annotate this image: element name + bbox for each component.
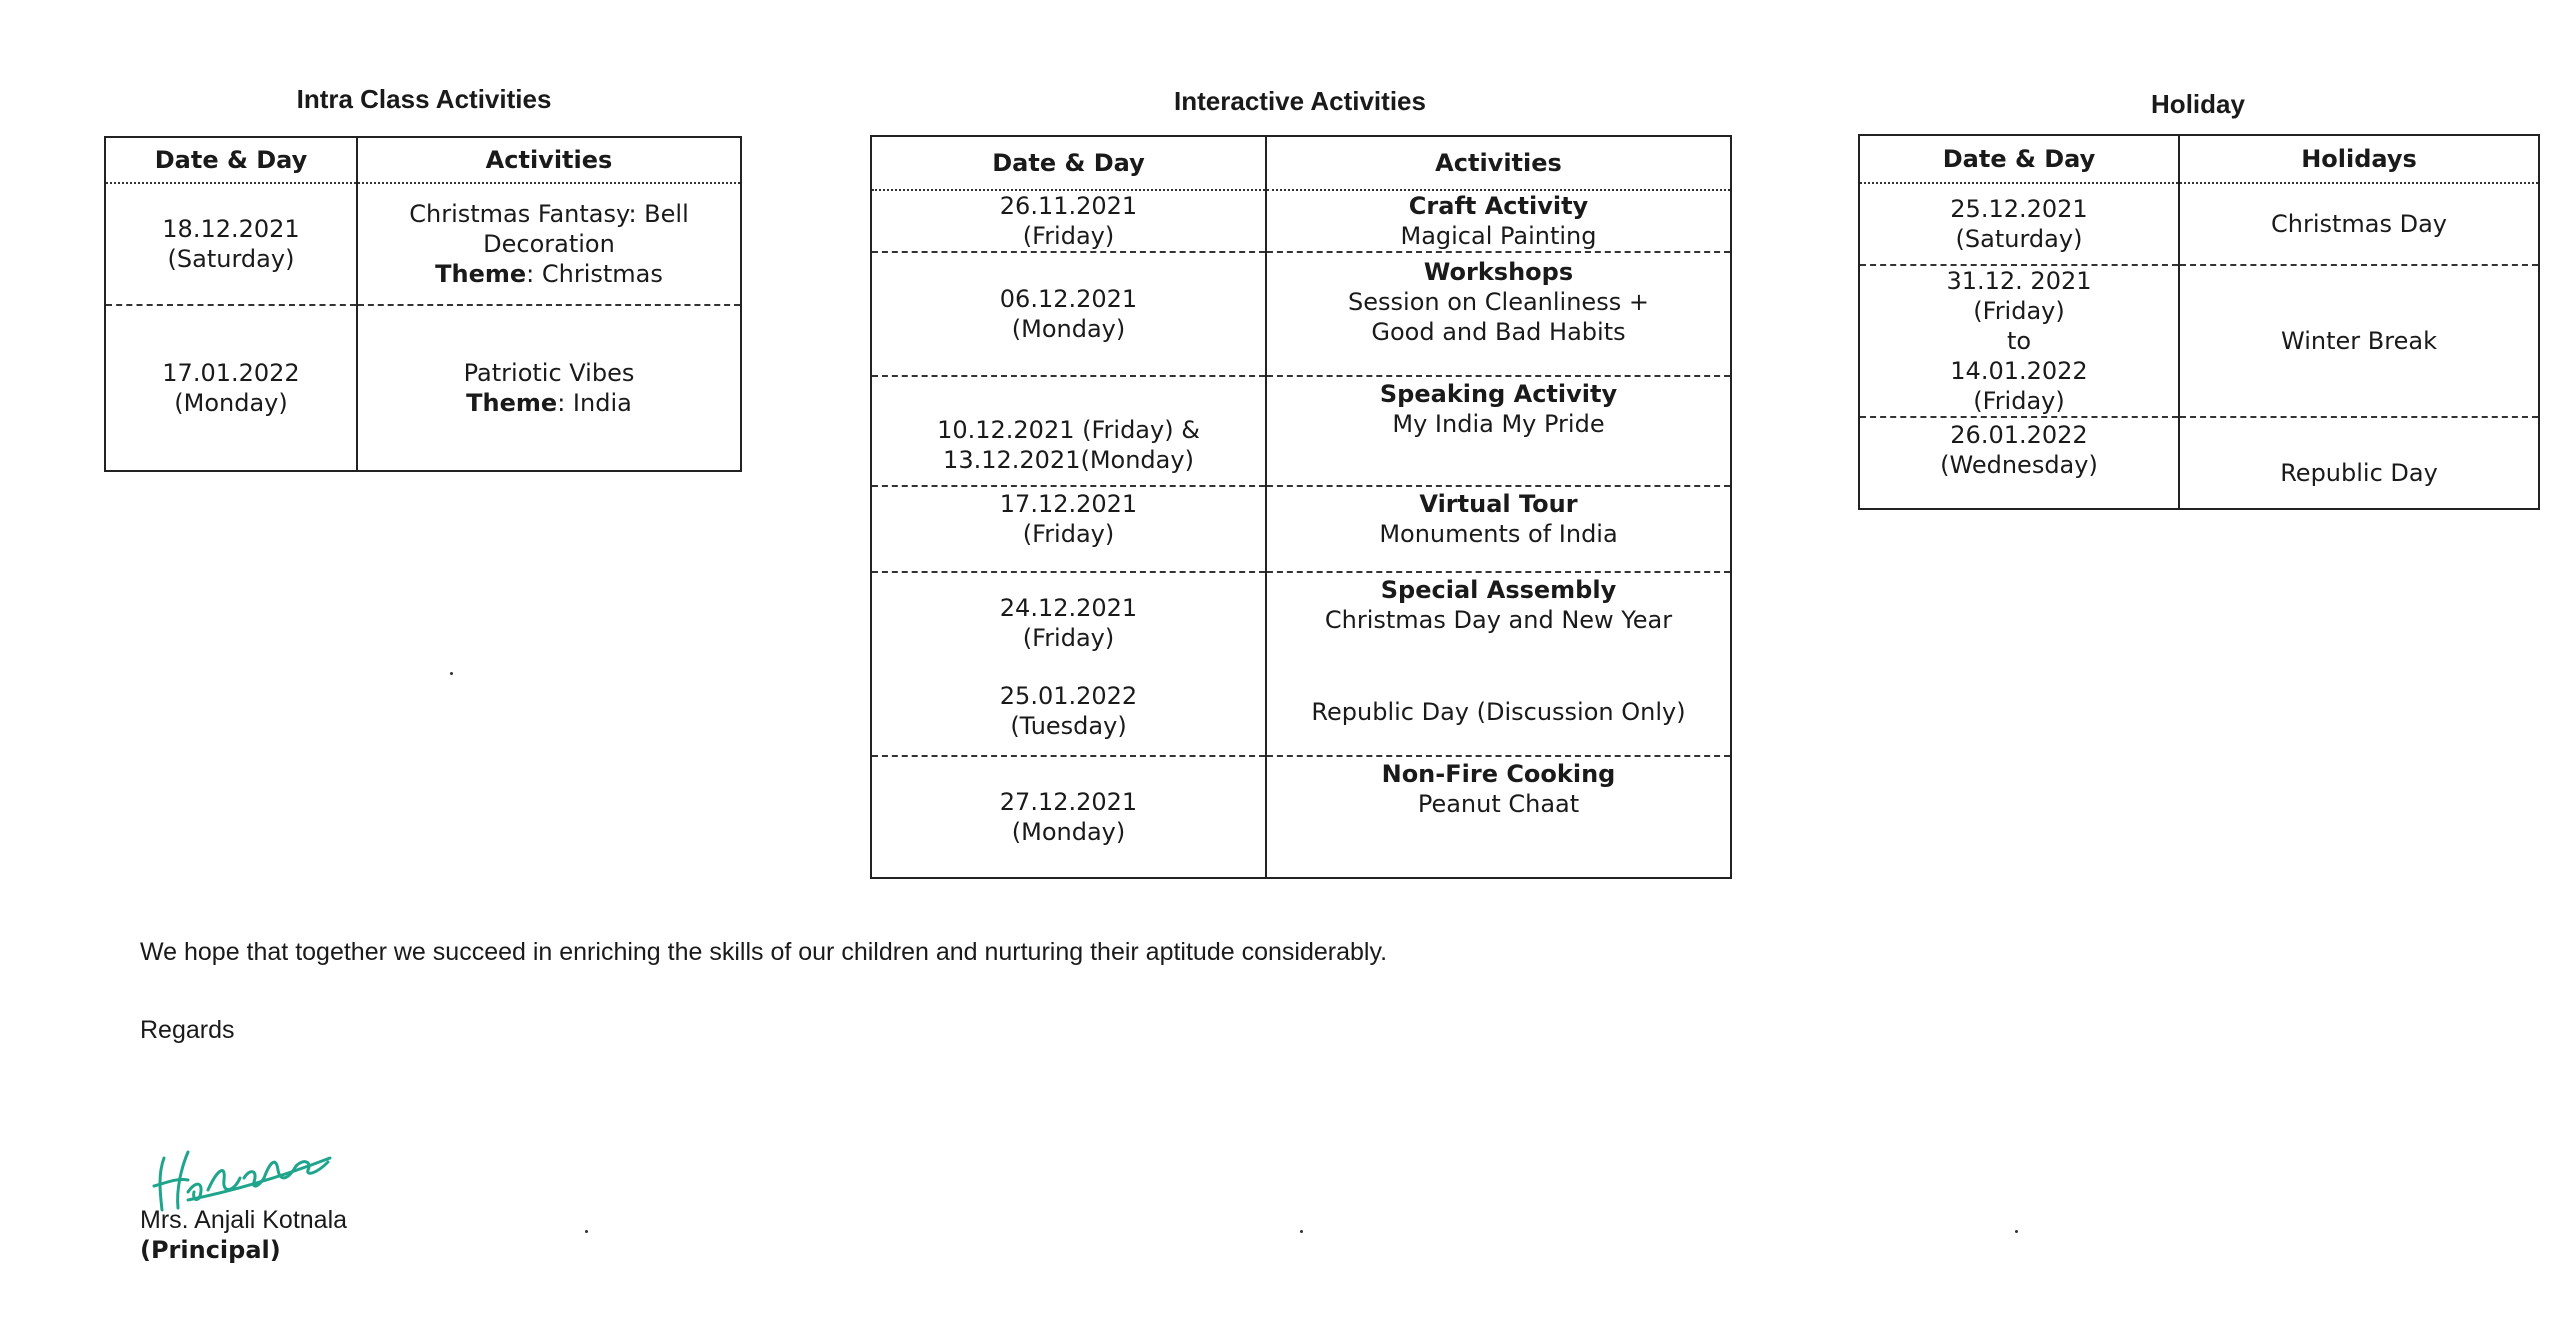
activity-cell: Patriotic Vibes Theme: India [357, 305, 741, 471]
table-row [1859, 183, 2539, 265]
scan-speck [2015, 1230, 2018, 1233]
holiday-title: Holiday [2151, 89, 2245, 119]
interactive-activities-title: Interactive Activities [1174, 86, 1426, 116]
date-cell: 31.12. 2021 (Friday) to 14.01.2022 (Friday) [1859, 265, 2179, 417]
column-header-date: Date & Day [1859, 135, 2179, 183]
scan-speck [450, 672, 453, 675]
date-cell: 25.12.2021 (Saturday) [1859, 183, 2179, 265]
holiday-cell: Republic Day [2179, 417, 2539, 509]
activity-cell: Special Assembly Christmas Day and New Year Republic Day (Discussion Only) [1266, 572, 1731, 756]
table-row [871, 190, 1731, 252]
activity-cell: Christmas Fantasy: Bell Decoration Theme: Christmas [357, 183, 741, 305]
column-header-holidays: Holidays [2179, 135, 2539, 183]
intra-class-title: Intra Class Activities [296, 84, 552, 114]
date-cell: 24.12.2021 (Friday) 25.01.2022 (Tuesday) [871, 572, 1266, 756]
interactive-activities-table [870, 135, 1732, 879]
principal-role: (Principal) [140, 1236, 281, 1264]
table-row [871, 486, 1731, 572]
date-cell: 27.12.2021 (Monday) [871, 756, 1266, 878]
date-cell: 17.01.2022 (Monday) [105, 305, 357, 471]
activity-cell: Craft Activity Magical Painting [1266, 190, 1731, 252]
date-cell: 26.01.2022 (Wednesday) [1859, 417, 2179, 509]
activity-cell: Speaking Activity My India My Pride [1266, 376, 1731, 486]
column-header-activities: Activities [357, 137, 741, 183]
date-cell: 10.12.2021 (Friday) & 13.12.2021(Monday) [871, 376, 1266, 486]
regards-text: Regards [140, 1016, 235, 1044]
holiday-table [1858, 134, 2540, 510]
table-row [1859, 265, 2539, 417]
date-cell: 18.12.2021 (Saturday) [105, 183, 357, 305]
scan-speck [1300, 1230, 1303, 1233]
intra-class-table [104, 136, 742, 472]
date-cell: 26.11.2021 (Friday) [871, 190, 1266, 252]
table-row [871, 572, 1731, 756]
date-cell: 17.12.2021 (Friday) [871, 486, 1266, 572]
column-header-date: Date & Day [871, 136, 1266, 190]
closing-paragraph: We hope that together we succeed in enriching the skills of our children and nurturing their aptitude considerably. [140, 938, 1388, 966]
holiday-cell: Winter Break [2179, 265, 2539, 417]
activity-cell: Virtual Tour Monuments of India [1266, 486, 1731, 572]
scan-speck [585, 1230, 588, 1233]
table-row [1859, 417, 2539, 509]
holiday-cell: Christmas Day [2179, 183, 2539, 265]
table-row [871, 376, 1731, 486]
table-row [105, 305, 741, 471]
table-row [105, 183, 741, 305]
principal-name: Mrs. Anjali Kotnala [140, 1206, 348, 1234]
column-header-date: Date & Day [105, 137, 357, 183]
column-header-activities: Activities [1266, 136, 1731, 190]
table-row [871, 756, 1731, 878]
activity-cell: Workshops Session on Cleanliness + Good and Bad Habits [1266, 252, 1731, 376]
signature-image [148, 1122, 338, 1218]
date-cell: 06.12.2021 (Monday) [871, 252, 1266, 376]
table-row [871, 252, 1731, 376]
activity-cell: Non-Fire Cooking Peanut Chaat [1266, 756, 1731, 878]
